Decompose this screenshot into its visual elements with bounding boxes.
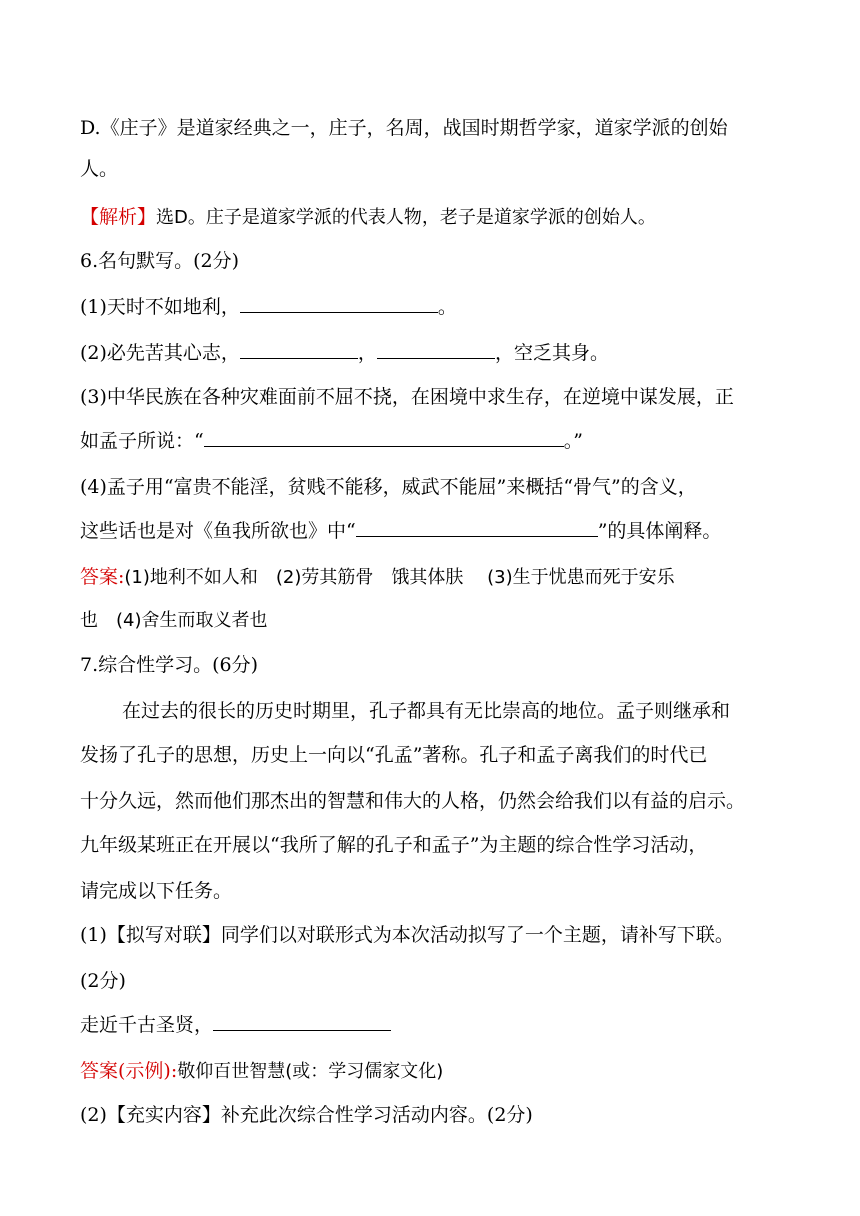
fill-blank	[377, 340, 495, 359]
answer-7-label: 答案(示例):	[80, 1060, 178, 1082]
fill-blank	[356, 518, 598, 537]
answer-7-line	[80, 1058, 790, 1085]
q6-item-3-line-2	[80, 428, 790, 454]
q6-item-3-prompt: 如孟子所说：“	[80, 430, 204, 452]
q7-task-1-line-2: (2分)	[80, 970, 126, 992]
q6-item-2-end: ，空乏其身。	[494, 342, 609, 364]
answer-6-text: (1)地利不如人和 (2)劳其筋骨 饿其体肤 (3)生于忧患而死于安乐	[124, 567, 675, 588]
q7-paragraph-line-3: 十分久远，然而他们那杰出的智慧和伟大的人格，仍然会给我们以有益的启示。	[80, 790, 746, 812]
couplet-first-half: 走近千古圣贤，	[80, 1014, 214, 1036]
q6-item-3-line-1: (3)中华民族在各种灾难面前不屈不挠，在困境中求生存，在逆境中谋发展，正	[80, 386, 734, 408]
answer-7-text: 敬仰百世智慧(或：学习儒家文化)	[177, 1061, 444, 1082]
answer-6-line-1	[80, 564, 790, 591]
q6-item-2-comma: ，	[357, 342, 377, 364]
fill-blank	[240, 340, 358, 359]
q6-item-2	[80, 340, 790, 366]
q6-item-1	[80, 294, 790, 320]
answer-6-label: 答案:	[80, 566, 125, 588]
fill-blank	[240, 294, 438, 313]
q7-paragraph-line-4: 九年级某班正在开展以“我所了解的孔子和孟子”为主题的综合性学习活动，	[80, 834, 708, 856]
option-d-line-1: D.《庄子》是道家经典之一，庄子，名周，战国时期哲学家，道家学派的创始	[80, 117, 728, 139]
analysis-label: 【解析】	[80, 206, 157, 228]
q7-paragraph-line-5: 请完成以下任务。	[80, 880, 233, 902]
q7-paragraph-line-1: 在过去的很长的历史时期里，孔子都具有无比崇高的地位。孟子则继承和	[122, 700, 731, 722]
q6-item-4-line-2	[80, 518, 790, 544]
question-7-title: 7.综合性学习。(6分)	[80, 654, 259, 676]
q6-item-1-end: 。	[437, 296, 457, 318]
q7-task-2: (2)【充实内容】补充此次综合性学习活动内容。(2分)	[80, 1104, 533, 1126]
fill-blank	[204, 428, 564, 447]
q6-item-1-prompt: (1)天时不如地利，	[80, 296, 240, 318]
q6-item-4-end: ”的具体阐释。	[597, 520, 722, 542]
q6-item-2-prompt: (2)必先苦其心志，	[80, 342, 240, 364]
option-d-line-2: 人。	[80, 158, 119, 180]
q6-item-4-line-1: (4)孟子用“富贵不能淫，贫贱不能移，威武不能屈”来概括“骨气”的含义，	[80, 476, 697, 498]
answer-6-line-2: 也 (4)舍生而取义者也	[80, 610, 268, 631]
q7-task-1-line-1: (1)【拟写对联】同学们以对联形式为本次活动拟写了一个主题，请补写下联。	[80, 924, 734, 946]
analysis-text: 选D。庄子是道家学派的代表人物，老子是道家学派的创始人。	[156, 207, 656, 228]
q7-task-1-couplet	[80, 1012, 790, 1038]
q7-paragraph-line-2: 发扬了孔子的思想，历史上一向以“孔孟”著称。孔子和孟子离我们的时代已	[80, 744, 708, 766]
analysis-line	[80, 204, 790, 231]
q6-item-3-end: 。”	[563, 430, 583, 452]
question-6-title: 6.名句默写。(2分)	[80, 250, 240, 272]
fill-blank	[213, 1012, 391, 1031]
q6-item-4-prompt: 这些话也是对《鱼我所欲也》中“	[80, 520, 356, 542]
